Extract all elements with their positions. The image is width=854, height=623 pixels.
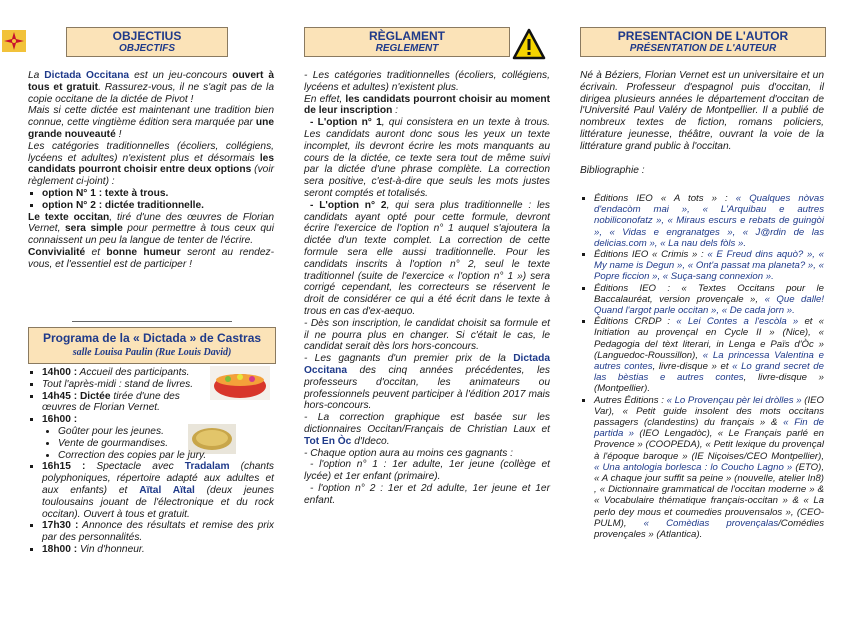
objectius-subtitle: OBJECTIFS: [118, 43, 176, 54]
reglament-body: - Les catégories traditionnelles (écoliers, collégiens, lycéens et adultes) n'existent plus. En effet, les candidats pourront choisir au moment de leur inscription : - L'option n° 1, qui consistera en un texte à trous. Les candidats auront donc sous les yeux un texte incomplet, ils devront écrire les mots manquants au cours de la dictée, ce texte sera tout de même suivi par la dictée d'une phrase complète. La correction sera positive, c'est-à-dire que seuls les mots justes seront comptés et totalisés. - L'option n° 2, qui sera plus traditionnelle : les candidats ayant opté pour cette formule, devront écrire l'exercice de l'option n° 1 auquel s'ajoutera la dictée d'un texte complet. La correction de cette formule sera elle aussi traditionnelle. Pour les candidats inscrits à l'option n° 2, seul le texte traditionnel (suite de l'exercice « l'option n° 1 ») sera corrigé cependant, les correcteurs se réservent le droit de considérer ce qui a été écrit dans le texte à trous en cas d'ex-aequo. - Dès son inscription, le candidat choisit sa formule et il ne pourra plus en changer. Si c'était le cas, le candidat serait dès lors hors-concours. - Les gagnants d'un premier prix de la Dictada Occitana des cinq années précédentes, les professeurs d'occitan, les animateurs ou professionnels peuvent participer à l'édition 2017 mais hors-concours. - La correction graphique est basée sur les dictionnaires Occitan/Français de Christian Laux et Tot En Òc d'Ideco. - Chaque option aura au moins ces gagnants : - l'option n° 1 : 1er adulte, 1er jeune (collège et lycée) et 1er enfant (primaire). - l'option n° 2 : 1er et 2d adulte, 1er jeune et 1er enfant.: [304, 70, 551, 506]
program-item: ▪ 16h00 : • Goûter pour les jeunes. • Vente de gourmandises. • Correction des copies par le jury.: [42, 414, 274, 461]
program-subitem: • Goûter pour les jeunes.: [58, 426, 274, 438]
section-divider: [72, 321, 232, 322]
biblio-item: ▪ Éditions CRDP : « Lei Contes a l'escòla » et « Initiation au provençal en Cycle II » (Nice), « Pedagogia del tèxt literari, in Lenga e Païs d'Òc » (Languedoc-Roussillon), « La princessa Valentina e autres contes, livre-disque » et « Lo grand secret de las bèstias e autres contes, livre-disque » (Montpellier).: [594, 316, 824, 394]
reglament-header: [304, 27, 510, 57]
autor-title: PRESENTACION DE L'AUTOR: [617, 29, 789, 43]
programa-list: [28, 367, 274, 556]
program-subitem: • Vente de gourmandises.: [58, 438, 274, 450]
autor-bio: Né à Béziers, Florian Vernet est un universitaire et un écrivain. Professeur d'espagnol puis d'occitan, il dirigea plusieurs années le département d'occitan de l'Université Paul Valéry de Montpellier. Il a publié de nombreux textes de fiction, romans policiers, littérature jeunesse, théâtre, ouvrant la voie de la littérature grand public à l'occitan. Bibliographie :: [580, 70, 824, 176]
program-item: ▪ Tout l'après-midi : stand de livres.: [42, 379, 274, 391]
program-item: ▪ 14h00 : Accueil des participants.: [42, 367, 274, 379]
program-item: ▪ 18h00 : Vin d'honneur.: [42, 544, 274, 556]
biblio-item: ▪ Éditions IEO « Crimis » : « E Freud dins aquò? », « My name is Degun », « Ont'a passat ma planeta? », « Popre ficcion », « Suça-sang connexion ».: [594, 249, 824, 283]
program-subitem: • Correction des copies par le jury.: [58, 450, 274, 462]
programa-header: [28, 327, 276, 364]
programa-title: Programa de la « Dictada » de Castras: [42, 331, 262, 345]
occitan-cross-logo-icon: [2, 30, 26, 52]
biblio-item: ▪ Éditions IEO : « Textes Occitans pour le Baccalauréat, version provençale », « Que dalle! Quand l'argot parle occitan », « De cada jorn ».: [594, 283, 824, 317]
program-item: ▪ 17h30 : Annonce des résultats et remise des prix par des personnalités.: [42, 520, 274, 544]
reglament-subtitle: REGLEMENT: [375, 43, 439, 54]
biblio-item: ▪ Autres Éditions : « Lo Provençau pèr lei dròlles » (IEO Var), « Petit guide insolent des mots occitans passagers (clandestins) du français » & « Fin de partida » (IEO Lengadòc), « Le Français parlé en Provence » (COOPEDA), « Petit lexique du provençal à l'époque baroque » (IE Niçoises/CEO Montpellier), « Una antologia borlesca : lo Coucho Lagno » (ETO), « A chaque jour suffit sa peine » (nouvelle, atelier In8) , « Dictionnaire grammatical de l'occitan moderne » & « Vocabulaire thématique français-occitan » & « La perlo dey mous et coumedies prouvensalos », (CEO-PULM), « Comèdias provençalas/Comédies provençales » (Atlantica).: [594, 395, 824, 541]
warning-icon: [512, 28, 546, 60]
autor-subtitle: PRÉSENTATION DE L'AUTEUR: [629, 43, 777, 54]
option-1-item: ▪ option N° 1 : texte à trous.: [42, 188, 274, 200]
objectius-header: [66, 27, 228, 57]
autor-header: [580, 27, 826, 57]
objectius-title: OBJECTIUS: [112, 29, 182, 43]
program-item: ▪ 16h15 : Spectacle avec Tradalam (chants polyphoniques, répertoire adapté aux adultes et aux enfants) et Aïtal Aïtal (deux jeunes toulousains jouant de l'électronique et du rock occitan). Ouvert à tous et gratuit.: [42, 461, 274, 520]
objectius-body: La Dictada Occitana est un jeu-concours ouvert à tous et gratuit. Rassurez-vous, il ne s'agit pas de la copie occitane de la dictée de Pivot ! Mais si cette dictée est maintenant une tradition bien connue, cette vingtième édition sera marquée par une grande nouveauté ! Les catégories traditionnelles (écoliers, collégiens, lycéens et adultes) n'existent plus et désormais les candidats pourront choisir entre deux options (voir règlement ci-joint) : ▪ option N° 1 : texte à trous. ▪ option N° 2 : dictée traditionnelle. Le texte occitan, tiré d'une des œuvres de Florian Vernet, sera simple pour permettre à tous ceux qui connaissent un peu la langue de tenter de l'écrire. Convivialité et bonne humeur seront au rendez-vous, et l'essentiel est de participer !: [28, 70, 274, 271]
option-2-item: ▪ option N° 2 : dictée traditionnelle.: [42, 200, 274, 212]
bibliography-list: [580, 193, 824, 540]
program-item: ▪ 14h45 : Dictée tirée d'une des œuvres de Florian Vernet.: [42, 391, 274, 415]
programa-subtitle: salle Louisa Paulin (Rue Louis David): [72, 347, 232, 358]
reglament-title: RÈGLAMENT: [369, 29, 445, 43]
biblio-item: ▪ Éditions IEO « A tots » : « Qualques nòvas d'endacòm mai », « L'Arquibau e autres nobiliconofatz », « Miraus escurs e rebats de guingòi », « Vidas e engranatges », « J@rdin de las delicias.com », « La nau dels fòls ».: [594, 193, 824, 249]
